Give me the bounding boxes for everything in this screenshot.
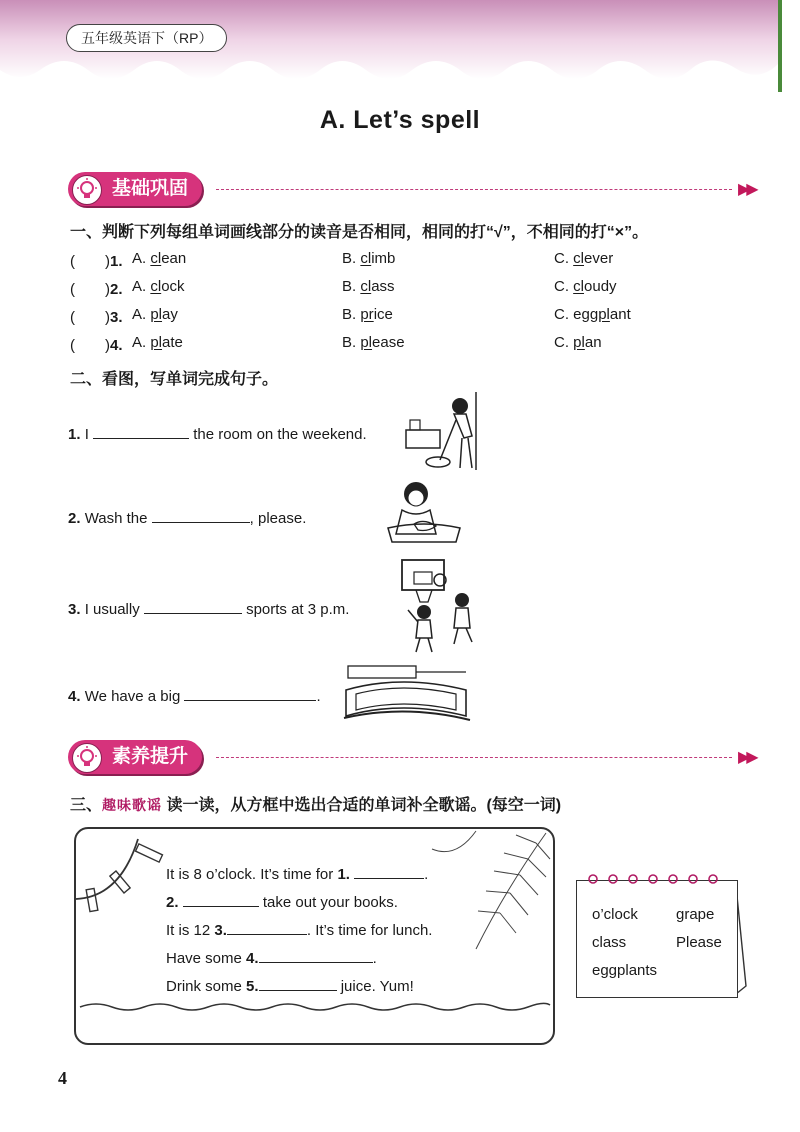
q2-item-2: 2. Wash the , please.: [68, 510, 307, 527]
page-number: 4: [58, 1068, 67, 1088]
answer-blank[interactable]: [93, 424, 189, 439]
fun-song-tag: 趣味歌谣: [102, 797, 163, 813]
q1-option-c: C. cloudy: [554, 278, 617, 295]
lightbulb-icon: [72, 175, 102, 205]
answer-blank[interactable]: [152, 508, 250, 523]
washing-clothes-illustration: [384, 478, 464, 548]
q3-title: 读一读，从方框中选出合适的单词补全歌谣。(每空一词): [166, 797, 562, 814]
q1-option-b: B. climb: [342, 250, 396, 267]
q3-title-row: [70, 792, 561, 815]
section-basic-label: 基础巩固: [112, 178, 189, 199]
book-tag: 五年级英语下（RP）: [66, 24, 227, 52]
q2-item-1: 1. I the room on the weekend.: [68, 426, 367, 443]
basketball-illustration: [396, 556, 478, 656]
double-arrow-icon: ▶▶: [738, 749, 755, 766]
q1-option-b: B. please: [342, 334, 405, 351]
word-option: class: [592, 934, 627, 951]
answer-blank[interactable]: [354, 864, 424, 879]
item-number: 4.: [110, 337, 123, 354]
q2-title: 二、看图，写单词完成句子。: [70, 371, 279, 388]
item-number: 2.: [110, 281, 123, 298]
q1-title: 一、判断下列每组单词画线部分的读音是否相同，相同的打“√”，不相同的打“×”。: [70, 224, 649, 241]
song-line-5: Drink some 5. juice. Yum!: [166, 978, 414, 995]
item-number: 3.: [110, 309, 123, 326]
section-advanced-label: 素养提升: [112, 746, 189, 767]
word-option: Please: [676, 934, 722, 951]
cleaning-room-illustration: [404, 390, 494, 474]
q1-row: [70, 334, 123, 355]
page-title: A. Let’s spell: [319, 106, 481, 134]
q1-option-a: A. clean: [132, 250, 187, 267]
answer-blank[interactable]: [259, 976, 337, 991]
answer-paren: ( ): [70, 253, 110, 270]
playground-illustration: [342, 660, 472, 724]
answer-blank[interactable]: [183, 892, 259, 907]
q3-prefix: 三、: [70, 797, 103, 814]
q1-option-c: C. eggplant: [554, 306, 631, 323]
q1-option-b: B. class: [342, 278, 395, 295]
spiral-rings-icon: [585, 871, 735, 891]
song-line-4: Have some 4. .: [166, 950, 377, 967]
answer-blank[interactable]: [144, 599, 242, 614]
answer-blank[interactable]: [227, 920, 307, 935]
q1-row: [70, 306, 123, 327]
answer-blank[interactable]: [184, 686, 316, 701]
q1-row: [70, 278, 123, 299]
q1-row: [70, 250, 123, 271]
q1-option-a: A. plate: [132, 334, 183, 351]
answer-paren: ( ): [70, 337, 110, 354]
song-line-3: It is 12 3. . It’s time for lunch.: [166, 922, 433, 939]
q1-option-b: B. price: [342, 306, 393, 323]
answer-paren: ( ): [70, 281, 110, 298]
q1-option-c: C. clever: [554, 250, 614, 267]
item-number: 1.: [110, 253, 123, 270]
lightbulb-icon: [72, 743, 102, 773]
word-option: o’clock: [592, 906, 638, 923]
q2-item-3: 3. I usually sports at 3 p.m.: [68, 601, 350, 618]
section-basic-pill: [68, 172, 202, 206]
double-arrow-icon: ▶▶: [738, 181, 755, 198]
q1-option-c: C. plan: [554, 334, 602, 351]
section-basic-divider: [216, 189, 732, 190]
word-option: grape: [676, 906, 715, 923]
answer-paren: ( ): [70, 309, 110, 326]
answer-blank[interactable]: [259, 948, 373, 963]
section-advanced-divider: [216, 757, 732, 758]
section-advanced-pill: [68, 740, 202, 774]
song-line-1: It is 8 o’clock. It’s time for 1. .: [166, 866, 429, 883]
word-option: eggplants: [592, 962, 658, 979]
q2-item-4: 4. We have a big .: [68, 688, 321, 705]
q1-option-a: A. play: [132, 306, 178, 323]
q1-option-a: A. clock: [132, 278, 185, 295]
song-line-2: 2. take out your books.: [166, 894, 398, 911]
